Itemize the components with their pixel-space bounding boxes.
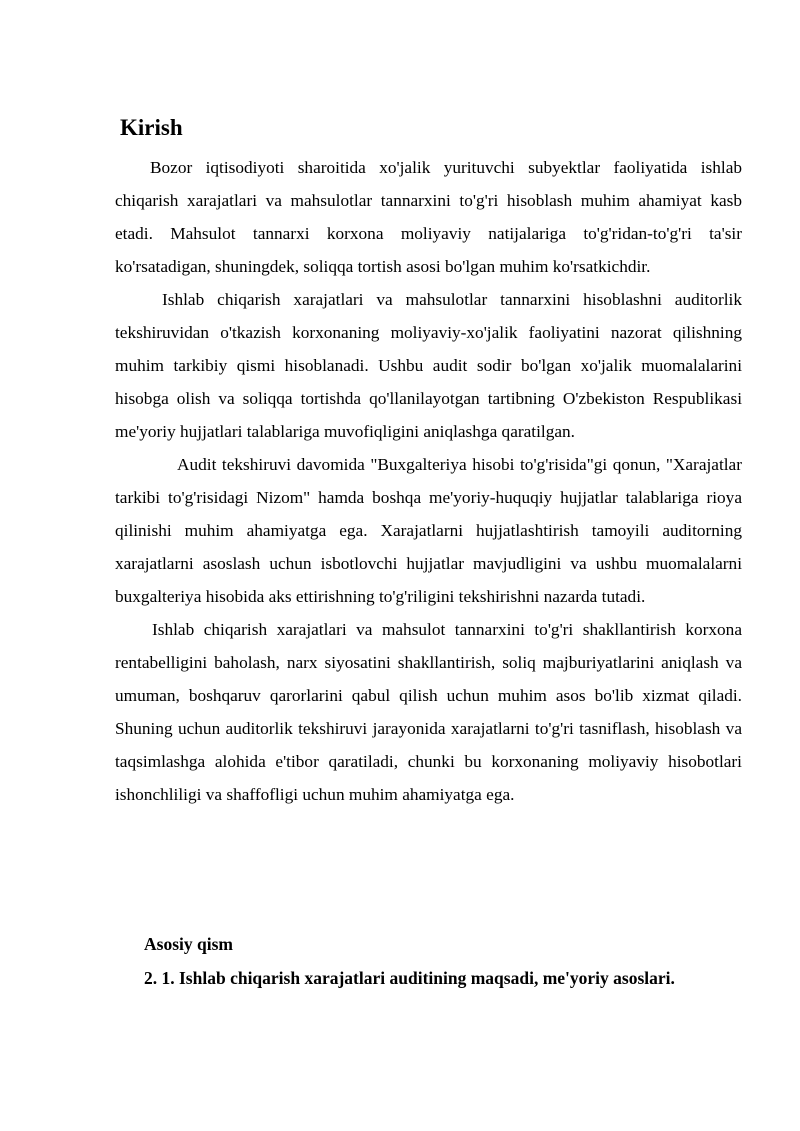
paragraph-2: Ishlab chiqarish xarajatlari va mahsulotlar tannarxini hisoblashni auditorlik tekshiruvidan o'tkazish korxonaning moliyaviy-xo'jalik faoliyatini nazorat qilishning muhim tarkibiy qismi hisoblanadi. Ushbu audit sodir bo'lgan xo'jalik muomalalarini hisobga olish va soliqqa tortishda qo'llanilayotgan tartibning O'zbekiston Respublikasi me'yoriy hujjatlari talablariga muvofiqligini aniqlashga qaratilgan. [115,290,742,441]
intro-heading: Kirish [120,115,183,140]
section-label: Asosiy qism [144,934,233,954]
body-text [115,151,742,811]
paragraph-4: Ishlab chiqarish xarajatlari va mahsulot tannarxini to'g'ri shakllantirish korxona rentabelligini baholash, narx siyosatini shakllantirish, soliq majburiyatlarini aniqlash va umuman, boshqaruv qarorlarini qabul qilish uchun muhim asos bo'lib xizmat qiladi. Shuning uchun auditorlik tekshiruvi jarayonida xarajatlarni to'g'ri tasniflash, hisoblash va taqsimlashga alohida e'tibor qaratiladi, chunki bu korxonaning moliyaviy hisobotlari ishonchliligi va shaffofligi uchun muhim ahamiyatga ega. [115,620,742,804]
paragraph-3: Audit tekshiruvi davomida "Buxgalteriya hisobi to'g'risida"gi qonun, "Xarajatlar tarkibi to'g'risidagi Nizom" hamda boshqa me'yoriy-huquqiy hujjatlar talablariga rioya qilinishi muhim ahamiyatga ega. Xarajatlarni hujjatlashtirish tamoyili auditorning xarajatlarni asoslash uchun isbotlovchi hujjatlar mavjudligini va ushbu muomalalarni buxgalteriya hisobida aks ettirishning to'g'riligini tekshirishni nazarda tutadi. [115,455,742,606]
section-subtitle: 2. 1. Ishlab chiqarish xarajatlari auditining maqsadi, me'yoriy asoslari. [144,968,675,988]
paragraph-1: Bozor iqtisodiyoti sharoitida xo'jalik yurituvchi subyektlar faoliyatida ishlab chiqarish xarajatlari va mahsulotlar tannarxini to'g'ri hisoblash muhim ahamiyat kasb etadi. Mahsulot tannarxi korxona moliyaviy natijalariga to'g'ridan-to'g'ri ta'sir ko'rsatadigan, shuningdek, soliqqa tortish asosi bo'lgan muhim ko'rsatkichdir. [115,158,742,276]
